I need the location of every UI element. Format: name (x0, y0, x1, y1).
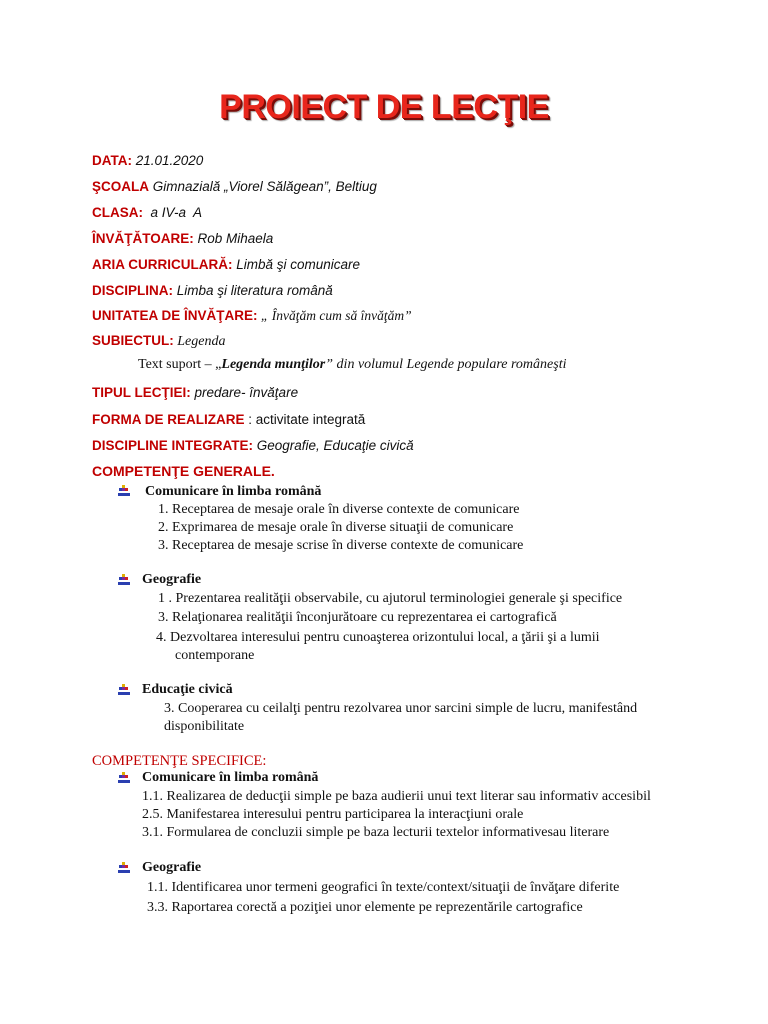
document-title: PROIECT DE LECŢIE (219, 88, 549, 126)
list-item: 3. Relaţionarea realităţii înconjurătoare cu reprezentarea ei cartografică (158, 610, 557, 625)
field-label: TIPUL LECŢIEI: (92, 385, 191, 400)
group-educatie-civica-heading: Educaţie civică (142, 682, 233, 697)
colorful-arrow-bullet-icon (117, 484, 131, 498)
field-value: Geografie, Educaţie civică (253, 438, 414, 453)
colorful-arrow-bullet-icon (117, 573, 131, 587)
list-item: 1. Receptarea de mesaje orale în diverse contexte de comunicare (158, 502, 520, 517)
text-suport-line (138, 357, 567, 373)
field-label: DISCIPLINE INTEGRATE: (92, 438, 254, 453)
text-suport-title: Legenda munţilor (221, 357, 326, 372)
field-value: Rob Mihaela (193, 231, 274, 246)
field-value: a IV-a A (143, 205, 203, 220)
competente-generale-heading: COMPETENŢE GENERALE. (92, 463, 275, 479)
field-value: predare- învăţare (190, 385, 299, 400)
field-label: ARIA CURRICULARĂ: (92, 257, 233, 272)
field-value: „ Învăţăm cum să învăţăm” (257, 308, 412, 323)
list-item: 3. Receptarea de mesaje scrise în diverse contexte de comunicare (158, 538, 524, 553)
field-discipline-integrate (92, 437, 414, 455)
list-item: 1.1. Realizarea de deducţii simple pe baza audierii unui text literar sau informativ accesibil (142, 789, 651, 804)
field-value: 21.01.2020 (132, 153, 204, 168)
field-value: Limbă şi comunicare (232, 257, 361, 272)
field-data (92, 152, 203, 170)
text-suport-suffix: ” din volumul Legende populare româneşti (325, 357, 567, 372)
field-value: Legenda (173, 334, 226, 349)
list-item: 4. Dezvoltarea interesului pentru cunoaşterea orizontului local, a ţării şi a lumii (156, 630, 600, 645)
list-item: 3.3. Raportarea corectă a poziţiei unor elemente pe reprezentările cartografice (147, 900, 583, 915)
field-forma-de-realizare (92, 411, 365, 429)
field-clasa (92, 204, 202, 222)
field-aria-curriculara (92, 256, 360, 274)
group-geografie-heading: Geografie (142, 572, 202, 587)
field-label: UNITATEA DE ÎNVĂŢARE: (92, 308, 258, 323)
list-item: contemporane (175, 648, 255, 663)
field-value: : activitate integrată (244, 412, 366, 427)
field-unitatea (92, 307, 412, 325)
list-item: 3. Cooperarea cu ceilalţi pentru rezolvarea unor sarcini simple de lucru, manifestând (164, 701, 638, 716)
colorful-arrow-bullet-icon (117, 683, 131, 697)
list-item: 2.5. Manifestarea interesului pentru participarea la interacţiuni orale (142, 807, 524, 822)
list-item: 1 . Prezentarea realităţii observabile, cu ajutorul terminologiei generale şi specifice (158, 591, 623, 606)
field-invatatoare (92, 230, 273, 248)
colorful-arrow-bullet-icon (117, 861, 131, 875)
list-item: 3.1. Formularea de concluzii simple pe baza lecturii textelor informativesau literare (142, 825, 610, 840)
group-comunicare-specific-heading: Comunicare în limba română (142, 770, 319, 785)
field-scoala (92, 178, 377, 196)
field-label: CLASA: (92, 205, 143, 220)
field-label: FORMA DE REALIZARE (92, 412, 245, 427)
field-label: DATA: (92, 153, 132, 168)
field-subiectul (92, 332, 225, 351)
field-label: DISCIPLINA: (92, 283, 173, 298)
list-item: disponibilitate (164, 719, 245, 734)
text-suport-prefix: Text suport – „ (138, 357, 222, 372)
list-item: 1.1. Identificarea unor termeni geografici în texte/context/situaţii de învăţare diferite (147, 880, 620, 895)
field-disciplina (92, 282, 333, 300)
field-value: Limba şi literatura română (173, 283, 333, 298)
group-comunicare-heading: Comunicare în limba română (145, 484, 322, 499)
competente-specifice-heading: COMPETENŢE SPECIFICE: (92, 753, 267, 769)
list-item: 2. Exprimarea de mesaje orale în diverse situaţii de comunicare (158, 520, 514, 535)
group-geografie-specific-heading: Geografie (142, 860, 202, 875)
field-tipul-lectiei (92, 384, 298, 402)
field-label: ŞCOALA (92, 179, 149, 194)
colorful-arrow-bullet-icon (117, 771, 131, 785)
field-value: Gimnazială „Viorel Sălăgean”, Beltiug (149, 179, 377, 194)
field-label: ÎNVĂŢĂTOARE: (92, 231, 194, 246)
field-label: SUBIECTUL: (92, 333, 174, 348)
